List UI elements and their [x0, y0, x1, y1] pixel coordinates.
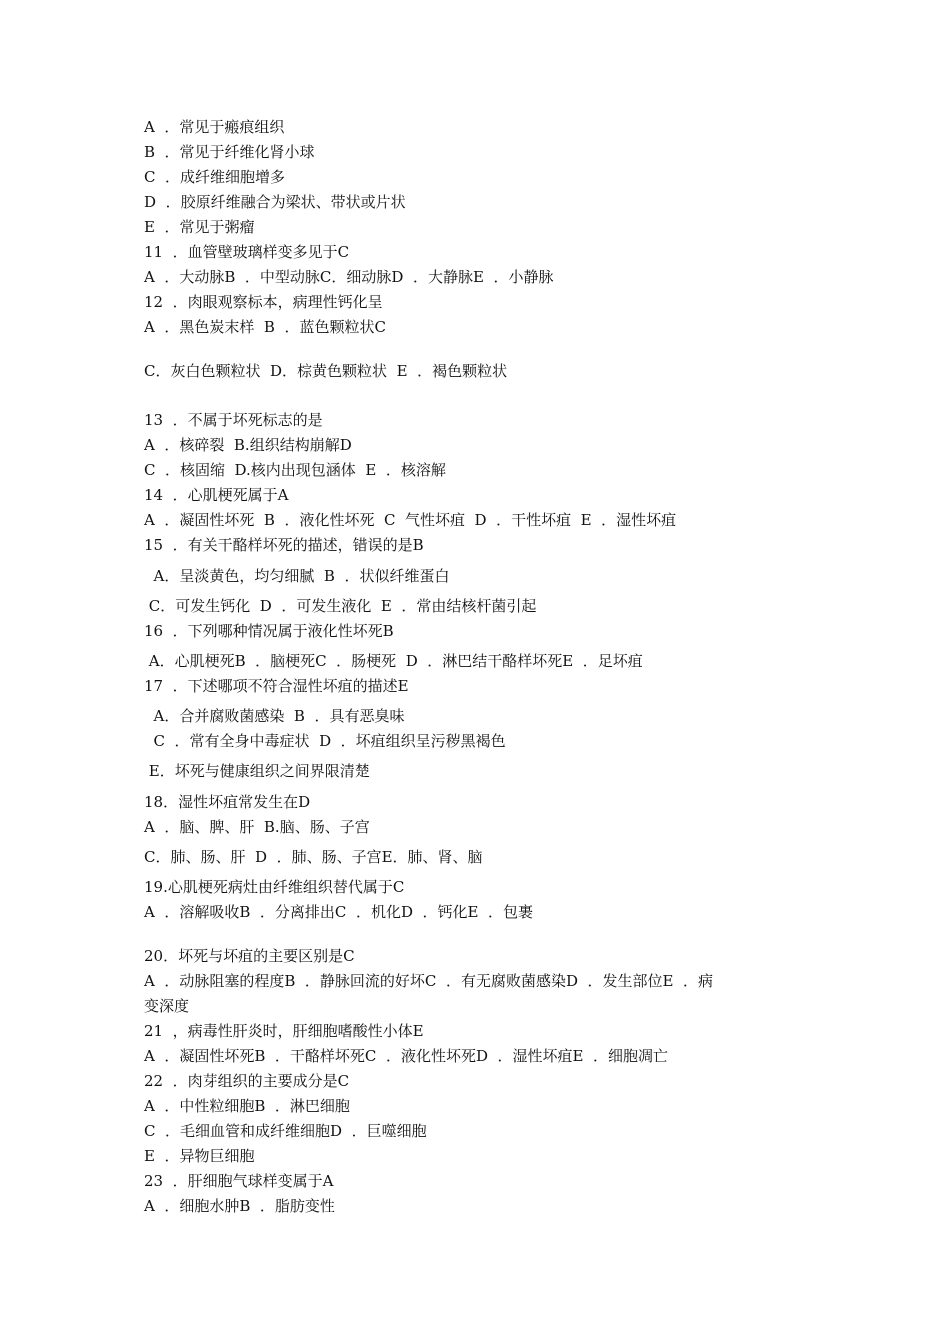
text-line: B ．常见于纤维化肾小球: [144, 143, 315, 161]
text-line: 11 ．血管壁玻璃样变多见于C: [144, 243, 350, 261]
text-line: A ．大动脉B ．中型动脉C．细动脉D ．大静脉E ．小静脉: [144, 268, 554, 286]
text-line: 15 ．有关干酪样坏死的描述，错误的是B: [144, 536, 424, 554]
text-line: 16 ．下列哪种情况属于液化性坏死B: [144, 622, 394, 640]
text-line: A ．中性粒细胞B ．淋巴细胞: [144, 1097, 350, 1115]
text-line: 21 ，病毒性肝炎时，肝细胞嗜酸性小体E: [144, 1022, 424, 1040]
text-line: A．呈淡黄色，均匀细腻 B ．状似纤维蛋白: [144, 567, 450, 585]
text-line: A ．黑色炭末样 B ．蓝色颗粒状C: [144, 318, 386, 336]
text-line: 22 ．肉芽组织的主要成分是C: [144, 1072, 350, 1090]
text-line: C ．成纤维细胞增多: [144, 168, 286, 186]
text-line: E ．常见于粥瘤: [144, 218, 255, 236]
text-line: A ．溶解吸收B ．分离排出C ．机化D ．钙化E ．包裹: [144, 903, 533, 921]
text-line: A．合并腐败菌感染 B ．具有恶臭味: [144, 707, 405, 725]
text-line: A ．动脉阻塞的程度B ．静脉回流的好坏C ．有无腐败菌感染D ．发生部位E ．病: [144, 972, 713, 990]
text-line: A ．细胞水肿B ．脂肪变性: [144, 1197, 335, 1215]
text-line: A ．凝固性坏死 B ．液化性坏死 C 气性坏疽 D ．干性坏疽 E ．湿性坏疽: [144, 511, 677, 529]
text-line: A ．核碎裂 B.组织结构崩解D: [144, 436, 352, 454]
text-line: A ．脑、脾、肝 B.脑、肠、子宫: [144, 818, 370, 836]
text-line: 17 ．下述哪项不符合湿性坏疽的描述E: [144, 677, 409, 695]
text-line: A．心肌梗死B ．脑梗死C ．肠梗死 D ．淋巴结干酪样坏死E ．足坏疽: [144, 652, 643, 670]
text-line: 变深度: [144, 997, 190, 1015]
text-line: A ．常见于瘢痕组织: [144, 118, 285, 136]
text-line: 14 ．心肌梗死属于A: [144, 486, 289, 504]
text-line: 12 ．肉眼观察标本，病理性钙化呈: [144, 293, 383, 311]
text-line: E ．异物巨细胞: [144, 1147, 255, 1165]
text-line: C ．核固缩 D.核内出现包涵体 E ．核溶解: [144, 461, 446, 479]
text-line: C ．常有全身中毒症状 D ．坏疽组织呈污秽黑褐色: [144, 732, 506, 750]
text-line: C ．毛细血管和成纤维细胞D ．巨噬细胞: [144, 1122, 427, 1140]
text-line: 13 ．不属于坏死标志的是: [144, 411, 323, 429]
text-line: E．坏死与健康组织之间界限清楚: [144, 762, 370, 780]
text-line: C．灰白色颗粒状 D．棕黄色颗粒状 E ．褐色颗粒状: [144, 362, 508, 380]
text-line: C．肺、肠、肝 D ．肺、肠、子宫E．肺、肾、脑: [144, 848, 483, 866]
text-line: A ．凝固性坏死B ．干酪样坏死C ．液化性坏死D ．湿性坏疽E ．细胞凋亡: [144, 1047, 668, 1065]
text-line: 18．湿性坏疽常发生在D: [144, 793, 311, 811]
text-line: 23 ．肝细胞气球样变属于A: [144, 1172, 334, 1190]
text-line: C．可发生钙化 D ．可发生液化 E ．常由结核杆菌引起: [144, 597, 537, 615]
text-line: D ．胶原纤维融合为梁状、带状或片状: [144, 193, 406, 211]
text-line: 20．坏死与坏疽的主要区别是C: [144, 947, 355, 965]
text-line: 19.心肌梗死病灶由纤维组织替代属于C: [144, 878, 405, 896]
